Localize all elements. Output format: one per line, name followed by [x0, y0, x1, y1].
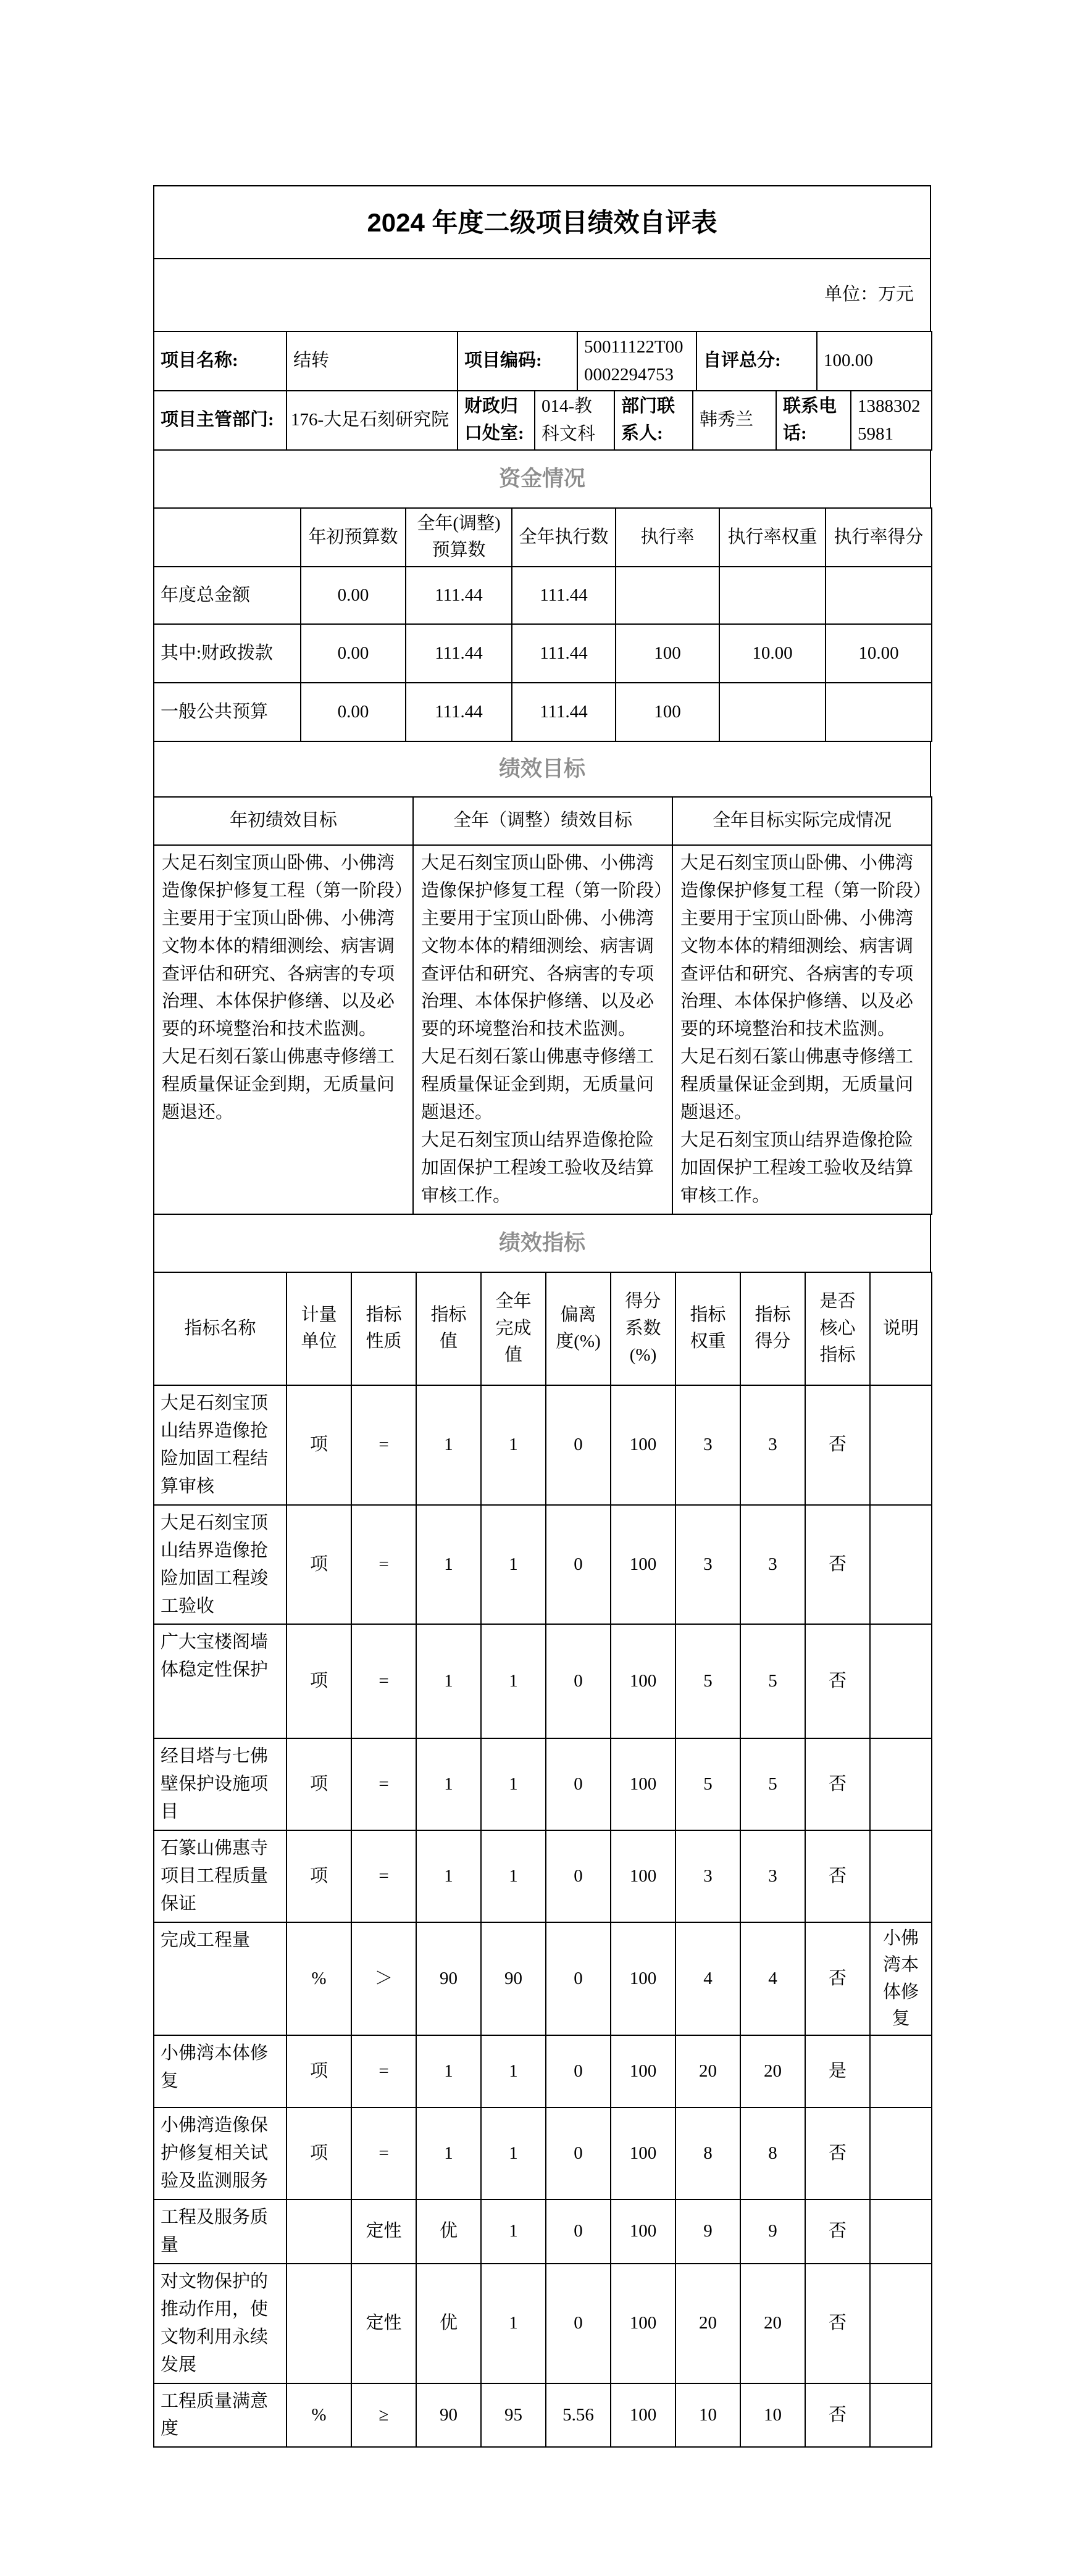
funding-header-cell: 全年(调整)预算数: [406, 508, 512, 567]
goals-content-row: [154, 845, 932, 1214]
indicator-name-cell: 石篆山佛惠寺项目工程质量保证: [154, 1830, 286, 1922]
indicator-cell: 100: [611, 1922, 675, 2035]
indicator-cell: 3: [675, 1830, 740, 1922]
indicator-cell: 100: [611, 1738, 675, 1830]
indicator-cell: 0: [546, 2264, 611, 2383]
goal-header-cell: 年初绩效目标: [154, 797, 413, 845]
funding-header-row: [154, 508, 932, 567]
indicator-cell: 项: [286, 1505, 351, 1625]
indicator-cell: 0: [546, 2035, 611, 2107]
funding-cell: 10.00: [826, 624, 932, 683]
indicator-header-cell: 指标得分: [740, 1272, 805, 1385]
project-info-row2: [153, 390, 932, 451]
indicator-cell: %: [286, 2383, 351, 2448]
funding-cell: 111.44: [406, 624, 512, 683]
indicator-cell: 3: [675, 1385, 740, 1505]
goal-content-cell: [672, 845, 932, 1214]
indicator-cell: 20: [675, 2264, 740, 2383]
indicator-cell: 5: [740, 1624, 805, 1738]
indicator-cell: 100: [611, 1505, 675, 1625]
indicator-cell: 5: [740, 1738, 805, 1830]
indicator-header-cell: 指标权重: [675, 1272, 740, 1385]
goal-header-cell: 全年目标实际完成情况: [672, 797, 932, 845]
funding-cell: [616, 567, 719, 624]
indicator-cell: 否: [805, 2107, 870, 2199]
table-row: [154, 1738, 932, 1830]
project-code-label: 项目编码:: [458, 331, 577, 391]
indicator-cell: 否: [805, 1830, 870, 1922]
indicator-cell: 0: [546, 1385, 611, 1505]
indicator-cell: 100: [611, 1830, 675, 1922]
indicator-name-cell: 对文物保护的推动作用，使文物利用永续发展: [154, 2264, 286, 2383]
indicator-cell: %: [286, 1922, 351, 2035]
indicator-name-cell: 工程质量满意度: [154, 2383, 286, 2448]
indicator-header-cell: 指标性质: [351, 1272, 416, 1385]
indicator-cell: 定性: [351, 2199, 416, 2264]
project-code-value: 50011122T000002294753: [577, 331, 696, 391]
table-row: [154, 567, 932, 624]
self-evaluation-form: [153, 185, 931, 2448]
goal-header-cell: 全年（调整）绩效目标: [413, 797, 672, 845]
indicator-note-cell: [870, 2199, 932, 2264]
indicators-section-title: 绩效指标: [154, 1214, 930, 1272]
indicator-cell: 1: [481, 2035, 546, 2107]
goal-paragraph: 大足石刻宝顶山结界造像抢险加固保护工程竣工验收及结算审核工作。: [680, 1130, 914, 1206]
contact-label: 部门联系人:: [614, 391, 693, 450]
indicator-cell: 项: [286, 2035, 351, 2107]
table-row: [154, 683, 932, 741]
funding-cell: 111.44: [512, 683, 616, 741]
indicator-cell: 项: [286, 1624, 351, 1738]
indicator-note-cell: [870, 2035, 932, 2107]
indicator-cell: 1: [416, 1738, 481, 1830]
indicator-cell: 20: [675, 2035, 740, 2107]
indicator-cell: [286, 2199, 351, 2264]
indicator-cell: ≥: [351, 2383, 416, 2448]
indicator-cell: 否: [805, 2383, 870, 2448]
indicator-cell: 1: [416, 1505, 481, 1625]
indicator-cell: 定性: [351, 2264, 416, 2383]
funding-header-cell: 执行率权重: [719, 508, 826, 567]
indicator-cell: 1: [481, 1830, 546, 1922]
indicator-header-cell: 全年完成值: [481, 1272, 546, 1385]
indicator-cell: 10: [675, 2383, 740, 2448]
indicator-note-cell: 小佛湾本体修复: [870, 1922, 932, 2035]
project-info-row1: [153, 331, 932, 391]
goal-paragraph: 大足石刻石篆山佛惠寺修缮工程质量保证金到期，无质量问题退还。: [421, 1047, 654, 1123]
funding-header-cell: 年初预算数: [301, 508, 406, 567]
phone-label: 联系电话:: [776, 391, 851, 450]
project-name-value: 结转: [286, 331, 458, 391]
finance-office-value: 014-教科文科: [535, 391, 614, 450]
indicator-cell: 0: [546, 1922, 611, 2035]
indicator-cell: 项: [286, 1830, 351, 1922]
goals-section-header: [153, 741, 931, 798]
indicator-header-cell: 计量单位: [286, 1272, 351, 1385]
funding-cell: 0.00: [301, 624, 406, 683]
indicator-cell: 1: [416, 2107, 481, 2199]
indicator-cell: 3: [740, 1385, 805, 1505]
indicator-header-cell: 偏离度(%): [546, 1272, 611, 1385]
funding-header-cell: 执行率得分: [826, 508, 932, 567]
funding-cell: [719, 567, 826, 624]
table-row: [154, 624, 932, 683]
indicators-section-header: [153, 1214, 931, 1273]
indicator-cell: 0: [546, 2107, 611, 2199]
indicator-cell: 1: [416, 1830, 481, 1922]
funding-row-label: 一般公共预算: [154, 683, 301, 741]
indicator-note-cell: [870, 2107, 932, 2199]
funding-cell: [719, 683, 826, 741]
contact-value: 韩秀兰: [693, 391, 776, 450]
indicator-cell: 100: [611, 2199, 675, 2264]
indicator-cell: 1: [481, 2107, 546, 2199]
indicator-cell: 4: [675, 1922, 740, 2035]
funding-cell: 111.44: [512, 624, 616, 683]
table-row: [154, 1385, 932, 1505]
funding-row-label: 年度总金额: [154, 567, 301, 624]
table-row: [154, 2035, 932, 2107]
indicator-cell: 1: [481, 2199, 546, 2264]
goal-paragraph: 大足石刻宝顶山结界造像抢险加固保护工程竣工验收及结算审核工作。: [421, 1130, 654, 1206]
funding-header-cell: 执行率: [616, 508, 719, 567]
indicator-cell: 否: [805, 1505, 870, 1625]
indicator-cell: 3: [740, 1505, 805, 1625]
indicator-cell: =: [351, 1830, 416, 1922]
indicator-cell: 8: [675, 2107, 740, 2199]
indicator-cell: 4: [740, 1922, 805, 2035]
indicator-cell: 1: [481, 1385, 546, 1505]
indicator-cell: 0: [546, 1505, 611, 1625]
indicator-cell: 100: [611, 1385, 675, 1505]
indicator-cell: 0: [546, 1738, 611, 1830]
indicator-cell: 5: [675, 1738, 740, 1830]
indicator-cell: 100: [611, 2107, 675, 2199]
goal-content-cell: [413, 845, 672, 1214]
indicator-cell: 1: [481, 1505, 546, 1625]
indicator-cell: 100: [611, 1624, 675, 1738]
funding-section-header: [153, 449, 931, 509]
indicator-cell: =: [351, 1385, 416, 1505]
self-score-label: 自评总分:: [696, 331, 817, 391]
indicator-header-cell: 指标名称: [154, 1272, 286, 1385]
indicator-cell: 项: [286, 1385, 351, 1505]
goal-paragraph: 大足石刻宝顶山卧佛、小佛湾造像保护修复工程（第一阶段）主要用于宝顶山卧佛、小佛湾文物本体的精细测绘、病害调查评估和研究、各病害的专项治理、本体保护修缮、以及必要的环境整治和技术监测。: [421, 852, 663, 1040]
indicator-header-cell: 说明: [870, 1272, 932, 1385]
indicator-cell: 95: [481, 2383, 546, 2448]
table-row: [154, 1624, 932, 1738]
table-row: [154, 2199, 932, 2264]
table-row: [154, 2383, 932, 2448]
indicator-cell: 90: [481, 1922, 546, 2035]
indicator-note-cell: [870, 1385, 932, 1505]
indicator-cell: 否: [805, 1738, 870, 1830]
indicator-name-cell: 大足石刻宝顶山结界造像抢险加固工程竣工验收: [154, 1505, 286, 1625]
funding-cell: 111.44: [406, 567, 512, 624]
funding-cell: 0.00: [301, 567, 406, 624]
indicator-name-cell: 经目塔与七佛壁保护设施项目: [154, 1738, 286, 1830]
indicator-cell: =: [351, 1624, 416, 1738]
indicators-header-row: [154, 1272, 932, 1385]
indicator-cell: 否: [805, 1922, 870, 2035]
indicators-table: [153, 1272, 932, 2448]
funding-section-title: 资金情况: [154, 450, 930, 508]
indicator-note-cell: [870, 1505, 932, 1625]
indicator-cell: ＞: [351, 1922, 416, 2035]
funding-cell: 100: [616, 683, 719, 741]
indicator-cell: 100: [611, 2264, 675, 2383]
dept-label: 项目主管部门:: [154, 391, 286, 450]
indicator-cell: 3: [740, 1830, 805, 1922]
goals-table: [153, 796, 932, 1215]
goal-content-cell: [154, 845, 413, 1214]
indicator-cell: 0: [546, 1624, 611, 1738]
indicator-cell: 是: [805, 2035, 870, 2107]
goal-paragraph: 大足石刻石篆山佛惠寺修缮工程质量保证金到期，无质量问题退还。: [680, 1047, 914, 1123]
funding-header-cell: 全年执行数: [512, 508, 616, 567]
table-row: [154, 1922, 932, 2035]
indicator-cell: 否: [805, 2199, 870, 2264]
dept-value: 176-大足石刻研究院: [286, 391, 458, 450]
funding-row-label: 其中:财政拨款: [154, 624, 301, 683]
indicator-cell: 100: [611, 2383, 675, 2448]
indicator-cell: [286, 2264, 351, 2383]
indicator-cell: 9: [675, 2199, 740, 2264]
indicator-name-cell: 广大宝楼阁墙体稳定性保护: [154, 1624, 286, 1738]
indicator-cell: 0: [546, 2199, 611, 2264]
table-row: [154, 2107, 932, 2199]
indicator-cell: 10: [740, 2383, 805, 2448]
indicator-note-cell: [870, 2264, 932, 2383]
indicator-cell: 90: [416, 1922, 481, 2035]
table-row: [154, 2264, 932, 2383]
indicator-cell: 0: [546, 1830, 611, 1922]
project-name-label: 项目名称:: [154, 331, 286, 391]
funding-cell: [826, 683, 932, 741]
funding-cell: 100: [616, 624, 719, 683]
self-score-value: 100.00: [817, 331, 932, 391]
indicator-cell: 优: [416, 2199, 481, 2264]
indicator-cell: 5.56: [546, 2383, 611, 2448]
indicator-cell: 项: [286, 2107, 351, 2199]
indicator-cell: 优: [416, 2264, 481, 2383]
indicator-note-cell: [870, 1830, 932, 1922]
indicator-cell: 否: [805, 1624, 870, 1738]
goal-paragraph: 大足石刻宝顶山卧佛、小佛湾造像保护修复工程（第一阶段）主要用于宝顶山卧佛、小佛湾文物本体的精细测绘、病害调查评估和研究、各病害的专项治理、本体保护修缮、以及必要的环境整治和技术监测。: [162, 852, 404, 1040]
finance-office-label: 财政归口处室:: [458, 391, 535, 450]
indicator-cell: 100: [611, 2035, 675, 2107]
indicator-name-cell: 小佛湾造像保护修复相关试验及监测服务: [154, 2107, 286, 2199]
indicator-name-cell: 工程及服务质量: [154, 2199, 286, 2264]
funding-header-cell: [154, 508, 301, 567]
indicator-cell: 90: [416, 2383, 481, 2448]
goal-paragraph: 大足石刻宝顶山卧佛、小佛湾造像保护修复工程（第一阶段）主要用于宝顶山卧佛、小佛湾文物本体的精细测绘、病害调查评估和研究、各病害的专项治理、本体保护修缮、以及必要的环境整治和技术监测。: [680, 852, 922, 1040]
page-title: 2024 年度二级项目绩效自评表: [154, 186, 930, 259]
indicator-cell: =: [351, 1505, 416, 1625]
indicator-cell: 1: [481, 1738, 546, 1830]
unit-note: 单位：万元: [154, 259, 930, 331]
indicator-cell: =: [351, 2035, 416, 2107]
indicator-cell: 1: [416, 1385, 481, 1505]
indicator-cell: 1: [481, 1624, 546, 1738]
indicator-note-cell: [870, 1738, 932, 1830]
funding-table: [153, 507, 932, 742]
indicator-cell: =: [351, 2107, 416, 2199]
funding-cell: [826, 567, 932, 624]
indicator-cell: 1: [416, 1624, 481, 1738]
phone-value: 13883025981: [851, 391, 932, 450]
indicator-name-cell: 大足石刻宝顶山结界造像抢险加固工程结算审核: [154, 1385, 286, 1505]
indicator-cell: 项: [286, 1738, 351, 1830]
funding-cell: 111.44: [512, 567, 616, 624]
table-row: [154, 1830, 932, 1922]
goals-section-title: 绩效目标: [154, 741, 930, 797]
indicator-cell: 否: [805, 2264, 870, 2383]
indicator-cell: 1: [481, 2264, 546, 2383]
indicator-header-cell: 指标值: [416, 1272, 481, 1385]
indicator-cell: 9: [740, 2199, 805, 2264]
title-table: [153, 185, 931, 332]
table-row: [154, 1505, 932, 1625]
indicator-name-cell: 完成工程量: [154, 1922, 286, 2035]
indicator-header-cell: 是否核心指标: [805, 1272, 870, 1385]
indicator-note-cell: [870, 1624, 932, 1738]
funding-cell: 111.44: [406, 683, 512, 741]
indicator-cell: 1: [416, 2035, 481, 2107]
indicator-cell: 5: [675, 1624, 740, 1738]
indicator-cell: 20: [740, 2035, 805, 2107]
funding-cell: 10.00: [719, 624, 826, 683]
funding-cell: 0.00: [301, 683, 406, 741]
goal-paragraph: 大足石刻石篆山佛惠寺修缮工程质量保证金到期，无质量问题退还。: [162, 1047, 395, 1123]
indicator-note-cell: [870, 2383, 932, 2448]
indicator-cell: 8: [740, 2107, 805, 2199]
indicator-cell: 否: [805, 1385, 870, 1505]
indicator-cell: 20: [740, 2264, 805, 2383]
goals-header-row: [154, 797, 932, 845]
indicator-cell: =: [351, 1738, 416, 1830]
indicator-header-cell: 得分系数(%): [611, 1272, 675, 1385]
indicator-name-cell: 小佛湾本体修复: [154, 2035, 286, 2107]
indicator-cell: 3: [675, 1505, 740, 1625]
